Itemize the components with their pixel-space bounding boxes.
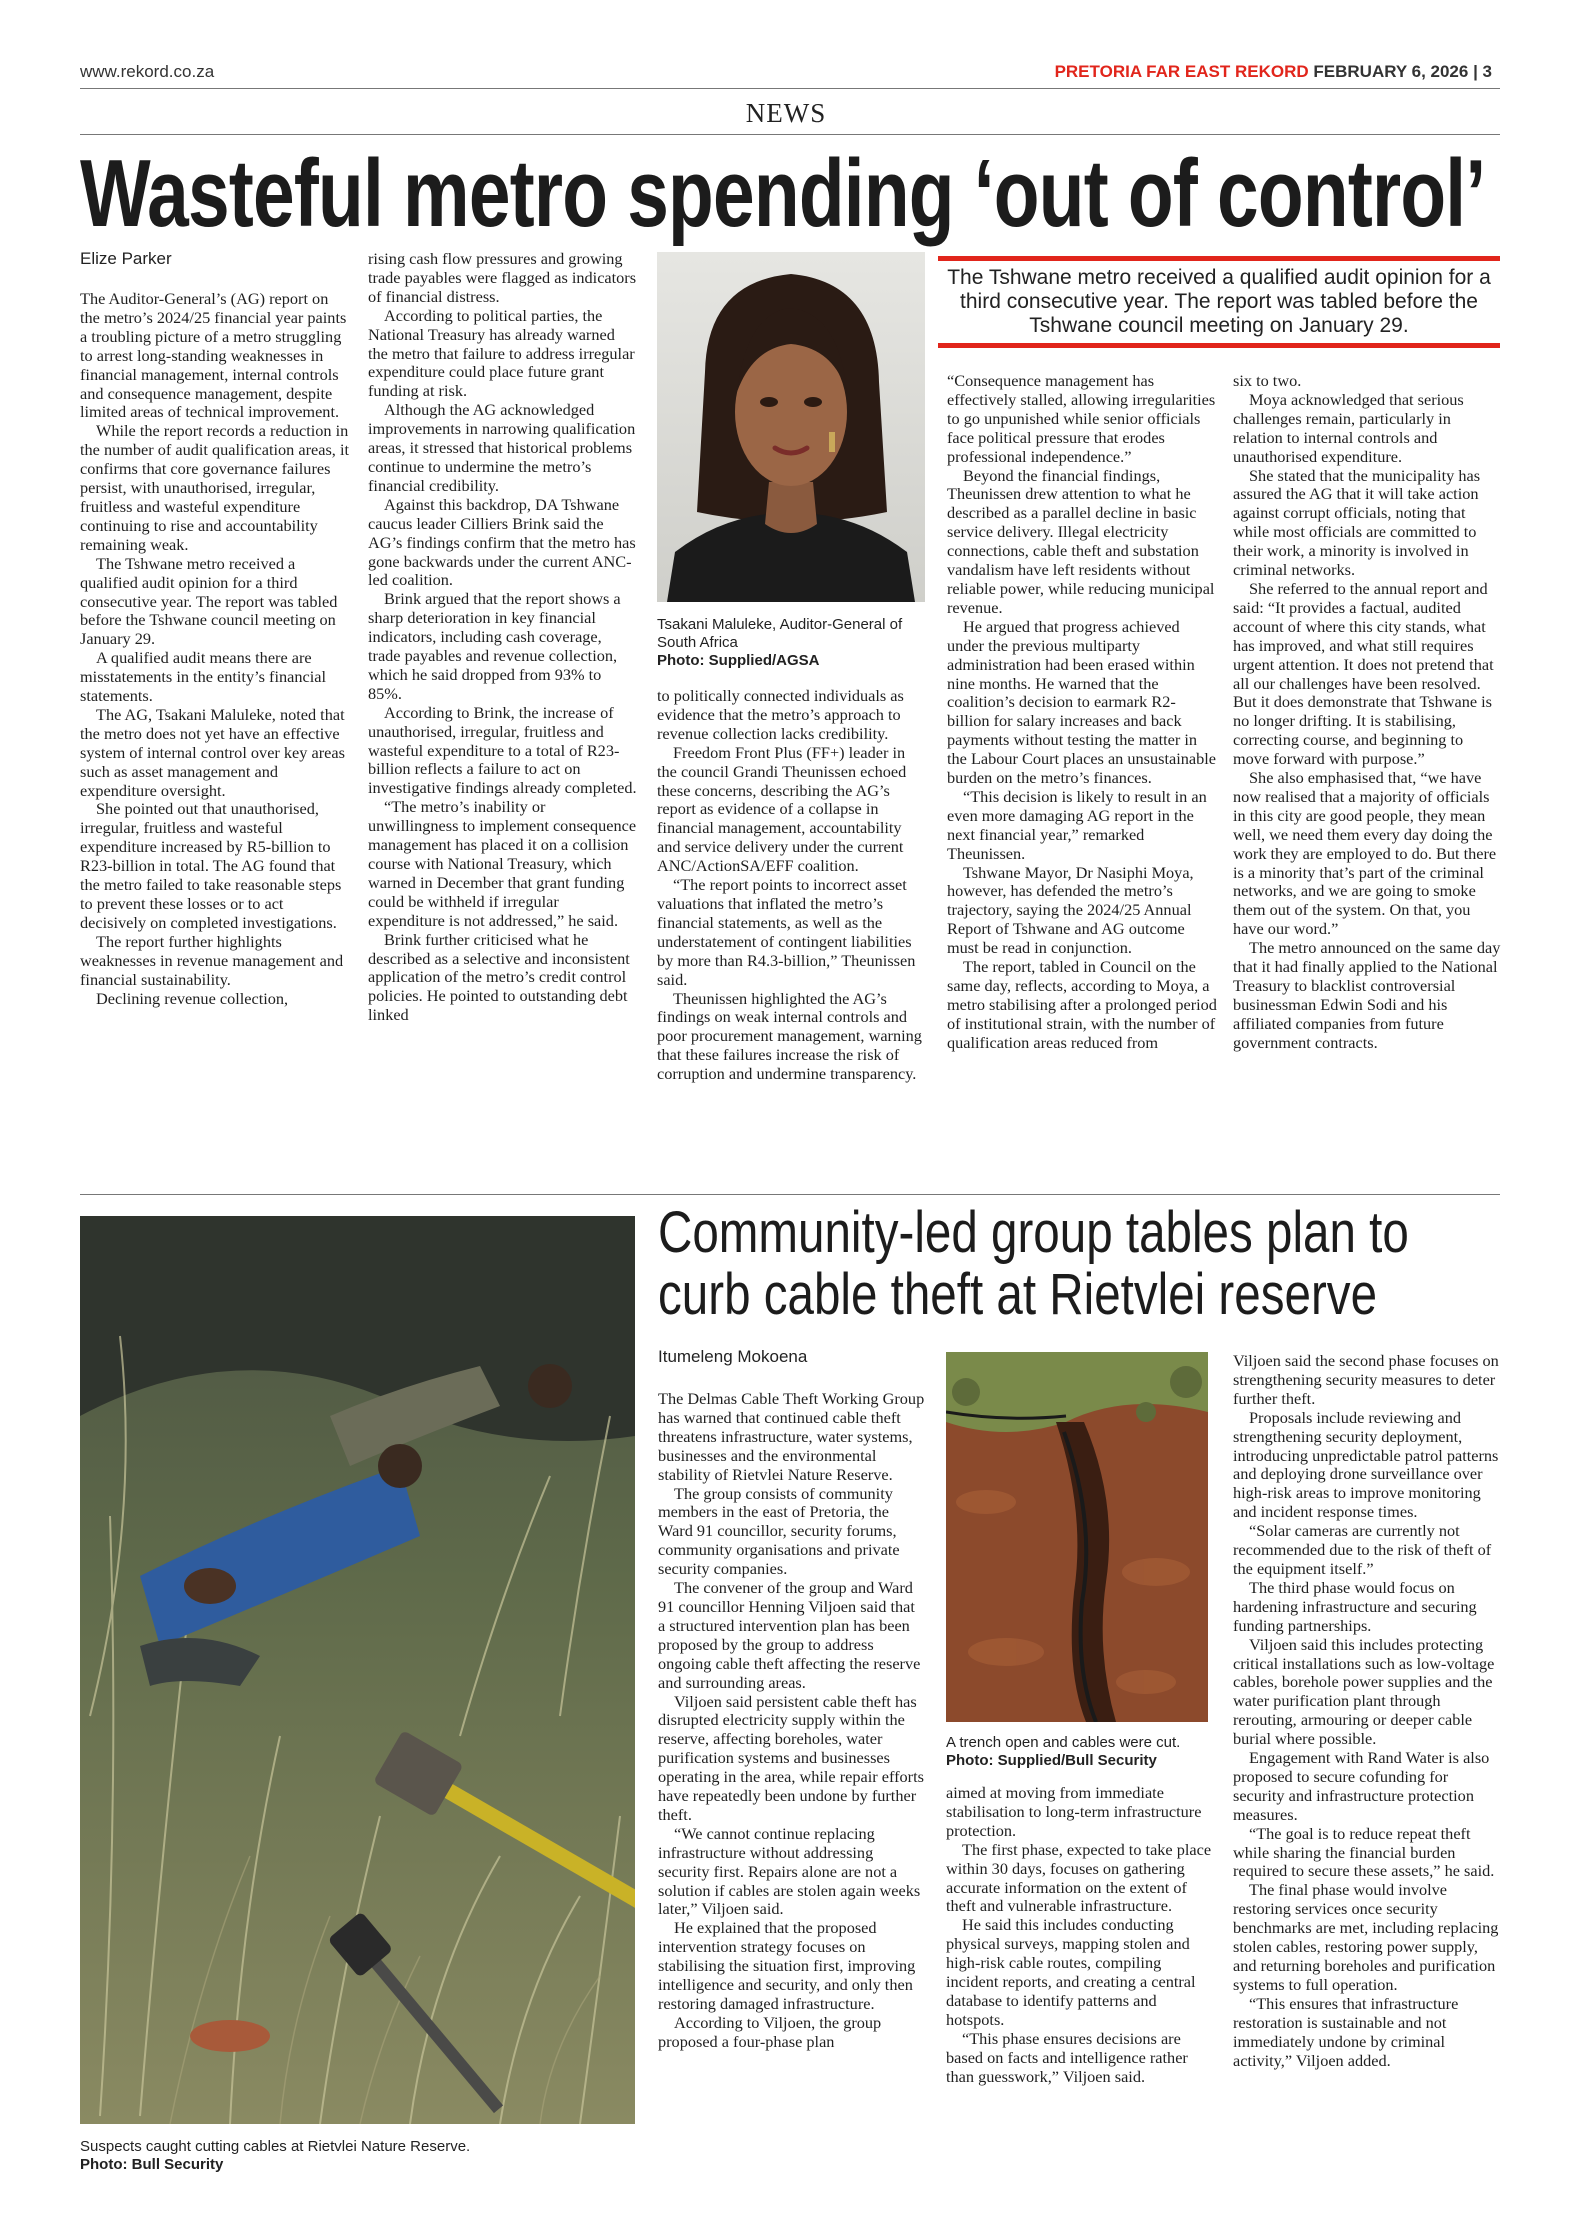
paragraph: Freedom Front Plus (FF+) leader in the council Grandi Theunissen echoed these concerns, describing the AG’s report as evidence of a collapse in financial management, accountability and service delivery under the current ANC/ActionSA/EFF coalition. bbox=[657, 742, 907, 876]
paragraph: The first phase, expected to take place within 30 days, focuses on gathering accurate information on the extent of theft and vulnerable infrastructure. bbox=[946, 1839, 1212, 1916]
suspects-photo-icon bbox=[80, 1216, 635, 2124]
paragraph: “The metro’s inability or unwillingness to implement consequence management has placed it on a collision course with National Treasury, which warned in December that grant funding could be withheld if irregular expenditure is not addressed,” he said. bbox=[368, 797, 637, 930]
date-page: FEBRUARY 6, 2026 | 3 bbox=[1313, 62, 1492, 81]
trench-photo bbox=[946, 1352, 1208, 1722]
paragraph: The metro announced on the same day that it had finally applied to the National Treasury to blacklist controversial businessman Edwin Sodi and his affiliated companies from future government contracts. bbox=[1233, 938, 1501, 1052]
paragraph: The report further highlights weaknesses in revenue management and financial sustainability. bbox=[80, 931, 344, 989]
story1-column-1 bbox=[80, 290, 350, 1180]
paragraph: While the report records a reduction in the number of audit qualification areas, it confirms that core governance failures persist, with unauthorised, irregular, fruitless and wasteful expenditure continuing to rise and accountability remaining weak. bbox=[80, 421, 349, 554]
website-url: www.rekord.co.za bbox=[80, 62, 215, 81]
paragraph: The Delmas Cable Theft Working Group has warned that continued cable theft threatens infrastructure, water systems, businesses and the environmental stability of Rietvlei Nature Reserve. bbox=[658, 1390, 925, 1484]
section-rule bbox=[80, 134, 1500, 135]
paragraph: The third phase would focus on hardening infrastructure and securing funding partnerships. bbox=[1233, 1577, 1477, 1635]
story2-column-1 bbox=[658, 1390, 926, 2190]
paragraph: “The report points to incorrect asset valuations that inflated the metro’s financial statements, as well as the understatement of contingent liabilities by more than R4.3-billion,” Theunissen said. bbox=[657, 875, 916, 989]
paragraph: She pointed out that unauthorised, irregular, fruitless and wasteful expenditure increased by R5-billion to R23-billion in total. The AG found that the metro failed to take reasonable steps to prevent these losses or to act decisively on completed investigations. bbox=[80, 799, 342, 932]
paragraph: The report, tabled in Council on the same day, reflects, according to Moya, a metro stabilising after a prolonged period of institutional strain, with the number of qualification areas reduced from bbox=[947, 957, 1217, 1052]
paragraph: “The goal is to reduce repeat theft while sharing the financial burden required to secure these assets,” he said. bbox=[1233, 1823, 1495, 1881]
paragraph: Viljoen said persistent cable theft has disrupted electricity supply within the reserve, affecting boreholes, water purification systems and businesses operating in the area, while repair efforts have repeatedly been undone by further theft. bbox=[658, 1691, 924, 1824]
paragraph: “Consequence management has effectively stalled, allowing irregularities to go unpunished while senior officials face political pressure that erodes professional independence.” bbox=[947, 372, 1216, 466]
suspects-caption bbox=[80, 2138, 640, 2174]
pull-quote: The Tshwane metro received a qualified audit opinion for a third consecutive year. The report was tabled before the Tshwane council meeting on January 29. bbox=[938, 256, 1500, 348]
publication-name: PRETORIA FAR EAST REKORD bbox=[1054, 62, 1309, 81]
paragraph: Although the AG acknowledged improvements in narrowing qualification areas, it stressed that historical problems continue to undermine the metro’s financial credibility. bbox=[368, 400, 636, 495]
story1-column-4 bbox=[947, 372, 1217, 1180]
story2-byline: Itumeleng Mokoena bbox=[658, 1347, 808, 1366]
page-masthead bbox=[1055, 62, 1492, 82]
story1-column-2 bbox=[368, 250, 638, 1180]
trench-photo-icon bbox=[946, 1352, 1208, 1722]
paragraph: “This phase ensures decisions are based on facts and intelligence rather than guesswork,” Viljoen said. bbox=[946, 2028, 1188, 2086]
paragraph: He argued that progress achieved under the previous multiparty administration had been erased within nine months. He warned that the coalition’s decision to earmark R2-billion for salary increases and back payments without testing the matter in the Labour Court places an unsustainable burden on the metro’s finances. bbox=[947, 616, 1217, 788]
paragraph: Tshwane Mayor, Dr Nasiphi Moya, however, has defended the metro’s trajectory, saying the 2024/25 Annual Report of Tshwane and AG outcome must be read in conjunction. bbox=[947, 862, 1194, 958]
paragraph: The AG, Tsakani Maluleke, noted that the metro does not yet have an effective system of internal control over key areas such as asset management and expenditure oversight. bbox=[80, 704, 345, 800]
paragraph: Viljoen said this includes protecting critical installations such as low-voltage cables, borehole power supplies and the water purification plant through rerouting, armouring or deeper cable burial where possible. bbox=[1233, 1634, 1495, 1749]
portrait-photo bbox=[657, 252, 925, 602]
story-divider bbox=[80, 1194, 1500, 1195]
paragraph: The final phase would involve restoring services once security benchmarks are met, including replacing stolen cables, restoring power supply, and returning boreholes and purification systems to full operation. bbox=[1233, 1880, 1499, 1994]
paragraph: He said this includes conducting physical surveys, mapping stolen and high-risk cable routes, compiling incident reports, and creating a central database to identify patterns and hotspots. bbox=[946, 1915, 1196, 2029]
paragraph: He explained that the proposed intervention strategy focuses on stabilising the situation first, improving intelligence and security, and only then restoring damaged infrastructure. bbox=[658, 1918, 916, 2013]
trench-credit: Photo: Supplied/Bull Security bbox=[946, 1752, 1157, 1769]
paragraph: six to two. bbox=[1233, 372, 1302, 390]
paragraph: Viljoen said the second phase focuses on strengthening security measures to deter further theft. bbox=[1233, 1352, 1499, 1408]
paragraph: “This ensures that infrastructure restoration is sustainable and not immediately undone by criminal activity,” Viljoen added. bbox=[1233, 1993, 1459, 2070]
portrait-caption-text: Tsakani Maluleke, Auditor-General of South Africa bbox=[657, 616, 903, 651]
suspects-credit: Photo: Bull Security bbox=[80, 2156, 224, 2173]
suspects-photo bbox=[80, 1216, 635, 2124]
trench-caption bbox=[946, 1734, 1216, 1770]
story1-headline: Wasteful metro spending ‘out of control’ bbox=[80, 140, 1486, 247]
paragraph: to politically connected individuals as evidence that the metro’s approach to revenue collection lacks credibility. bbox=[657, 687, 904, 743]
story2-headline bbox=[658, 1200, 1409, 1327]
paragraph: She referred to the annual report and said: “It provides a factual, audited account of where this city stands, what has improved, and what still requires urgent attention. It does not pretend that all our challenges have been resolved. But it does demonstrate that Tshwane is no longer drifting. It is stabilising, correcting course, and beginning to move forward with purpose.” bbox=[1233, 578, 1494, 769]
paragraph: “This decision is likely to result in an even more damaging AG report in the next financial year,” remarked Theunissen. bbox=[947, 786, 1207, 863]
portrait-credit: Photo: Supplied/AGSA bbox=[657, 652, 820, 669]
story2-headline-line1: Community-led group tables plan to bbox=[658, 1200, 1409, 1265]
paragraph: “Solar cameras are currently not recommended due to the risk of theft of the equipment itself.” bbox=[1233, 1521, 1492, 1578]
paragraph: aimed at moving from immediate stabilisation to long-term infrastructure protection. bbox=[946, 1784, 1202, 1840]
paragraph: According to Viljoen, the group proposed a four-phase plan bbox=[658, 2012, 882, 2051]
paragraph: Theunissen highlighted the AG’s findings on weak internal controls and poor procurement management, warning that these failures increase the risk of corruption and undermine transparency. bbox=[657, 988, 922, 1084]
portrait-photo-icon bbox=[657, 252, 925, 602]
story2-column-2 bbox=[946, 1784, 1214, 2184]
paragraph: She stated that the municipality has assured the AG that it will take action against corrupt officials, noting that while most officials are committed to their work, a minority is involved in criminal networks. bbox=[1233, 465, 1481, 580]
paragraph: She also emphasised that, “we have now realised that a majority of officials in this city are good people, they mean well, we need them every day doing the work they are employed to do. But there is a minority that’s part of the criminal networks, and we are going to smoke them out of the system. On that, you have our word.” bbox=[1233, 768, 1497, 939]
story1-column-3 bbox=[657, 687, 927, 1180]
story2-headline-line2: curb cable theft at Rietvlei reserve bbox=[658, 1262, 1378, 1327]
paragraph: Moya acknowledged that serious challenges remain, particularly in relation to internal controls and unauthorised expenditure. bbox=[1233, 389, 1464, 466]
portrait-caption bbox=[657, 616, 937, 670]
trench-caption-text: A trench open and cables were cut. bbox=[946, 1734, 1181, 1751]
paragraph: According to Brink, the increase of unauthorised, irregular, fruitless and wasteful expenditure to a total of R23-billion reflects a failure to act on investigative findings already completed. bbox=[368, 702, 637, 798]
story1-byline: Elize Parker bbox=[80, 249, 172, 268]
paragraph: Proposals include reviewing and strengthening security deployment, introducing unpredictable patrol patterns and deploying drone surveillance over high-risk areas to improve monitoring and incident response times. bbox=[1233, 1407, 1499, 1522]
paragraph: Brink argued that the report shows a sharp deterioration in key financial indicators, including cash coverage, trade payables and revenue collection, which he said dropped from 93% to 85%. bbox=[368, 589, 621, 703]
story2-column-3 bbox=[1233, 1352, 1503, 2190]
paragraph: “We cannot continue replacing infrastructure without addressing security first. Repairs alone are not a solution if cables are stolen again weeks later,” Viljoen said. bbox=[658, 1823, 921, 1919]
section-label: NEWS bbox=[745, 98, 827, 128]
paragraph: Declining revenue collection, bbox=[96, 988, 289, 1008]
paragraph: rising cash flow pressures and growing trade payables were flagged as indicators of financial distress. bbox=[368, 250, 637, 306]
paragraph: A qualified audit means there are misstatements in the entity’s financial statements. bbox=[80, 648, 326, 706]
paragraph: Beyond the financial findings, Theunissen drew attention to what he described as a parallel decline in basic service delivery. Illegal electricity connections, cable theft and substation vandalism have left residents without reliable power, while reducing municipal revenue. bbox=[947, 465, 1215, 617]
paragraph: Against this backdrop, DA Tshwane caucus leader Cilliers Brink said the AG’s findings confirm that the metro has gone backwards under the current ANC-led coalition. bbox=[368, 494, 636, 590]
paragraph: The group consists of community members in the east of Pretoria, the Ward 91 councillor, security forums, community organisations and private security companies. bbox=[658, 1483, 900, 1579]
paragraph: The Auditor-General’s (AG) report on the metro’s 2024/25 financial year paints a troubling picture of a metro struggling to arrest long-standing weaknesses in financial management, internal controls and consequence management, despite limited areas of technical improvement. bbox=[80, 290, 347, 422]
paragraph: Brink further criticised what he described as a selective and inconsistent application of the metro’s credit control policies. He pointed to outstanding debt linked bbox=[368, 929, 630, 1025]
paragraph: The Tshwane metro received a qualified audit opinion for a third consecutive year. The report was tabled before the Tshwane council meeting on January 29. bbox=[80, 553, 338, 649]
paragraph: Engagement with Rand Water is also proposed to secure cofunding for security and infrastructure protection measures. bbox=[1233, 1748, 1490, 1824]
suspects-caption-text: Suspects caught cutting cables at Rietvlei Nature Reserve. bbox=[80, 2138, 471, 2155]
header-rule bbox=[80, 88, 1500, 89]
paragraph: According to political parties, the National Treasury has already warned the metro that failure to address irregular expenditure could place future grant funding at risk. bbox=[368, 305, 635, 401]
paragraph: The convener of the group and Ward 91 councillor Henning Viljoen said that a structured intervention plan has been proposed by the group to address ongoing cable theft affecting the reserve and surrounding areas. bbox=[658, 1578, 921, 1692]
story1-column-5 bbox=[1233, 372, 1503, 1180]
